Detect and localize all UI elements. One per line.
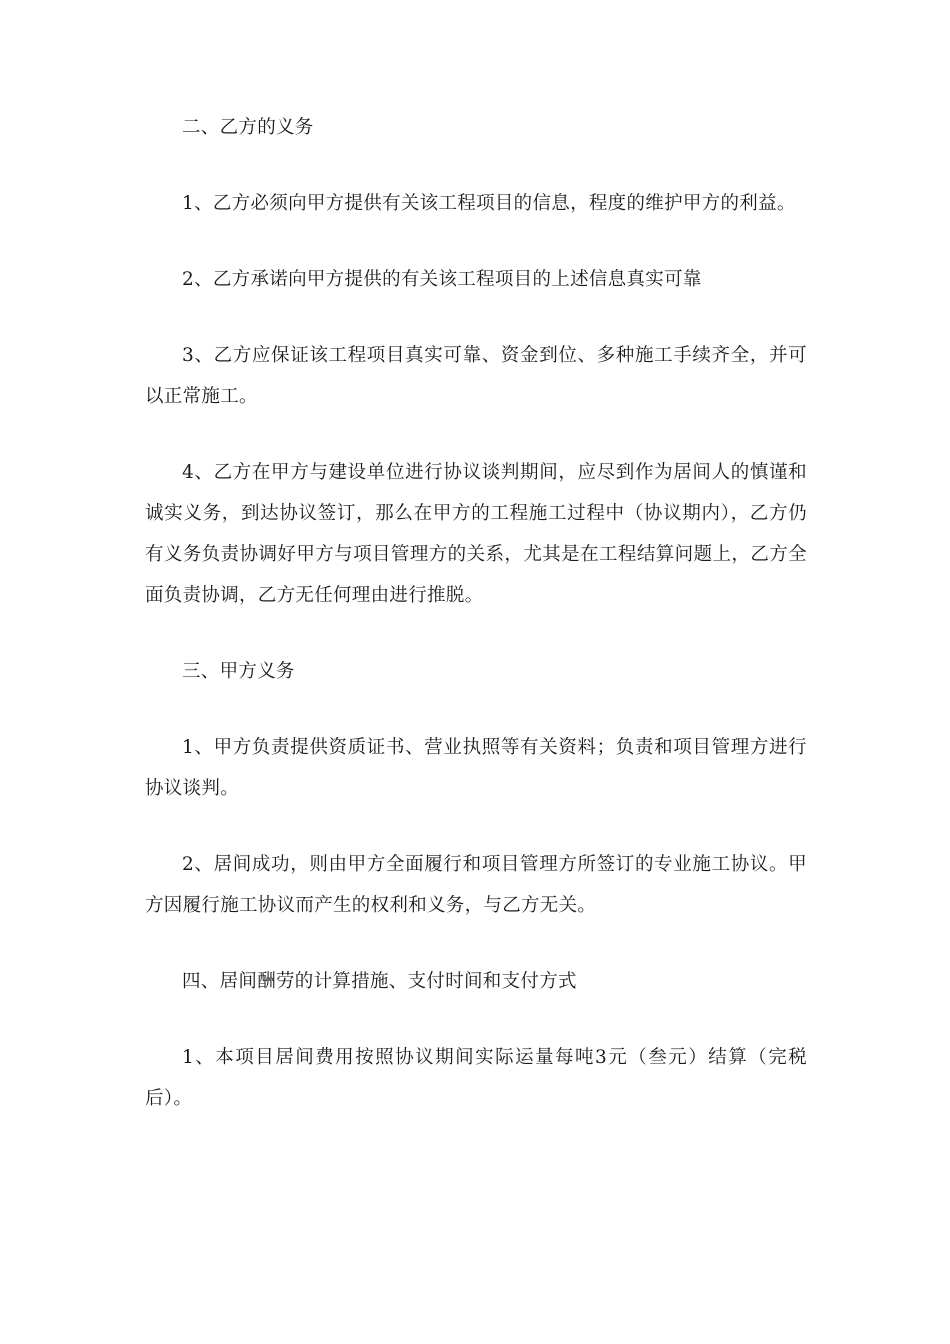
section-heading-yi-obligations: 二、乙方的义务 [182,117,314,138]
section-heading-commission: 四、居间酬劳的计算措施、支付时间和支付方式 [182,971,577,992]
clause-paragraph: 4、乙方在甲方与建设单位进行协议谈判期间，应尽到作为居间人的慎谨和诚实义务，到达协议签订，那么在甲方的工程施工过程中（协议期内），乙方仍有义务负责协调好甲方与项目管理方的关系，尤其是在工程结算问题上，乙方全面负责协调，乙方无任何理由进行推脱。 [145,462,807,606]
clause-paragraph: 2、居间成功，则由甲方全面履行和项目管理方所签订的专业施工协议。甲方因履行施工协议而产生的权利和义务，与乙方无关。 [145,854,807,916]
clause-paragraph: 1、甲方负责提供资质证书、营业执照等有关资料；负责和项目管理方进行协议谈判。 [145,737,807,799]
clause-paragraph: 1、本项目居间费用按照协议期间实际运量每吨3元（叁元）结算（完税后）。 [145,1047,807,1109]
clause-paragraph: 2、乙方承诺向甲方提供的有关该工程项目的上述信息真实可靠 [182,269,702,290]
clause-paragraph: 1、乙方必须向甲方提供有关该工程项目的信息，程度的维护甲方的利益。 [182,193,796,214]
section-heading-jia-obligations: 三、甲方义务 [182,661,295,682]
clause-paragraph: 3、乙方应保证该工程项目真实可靠、资金到位、多种施工手续齐全，并可以正常施工。 [145,345,807,407]
document-body [145,107,807,1119]
